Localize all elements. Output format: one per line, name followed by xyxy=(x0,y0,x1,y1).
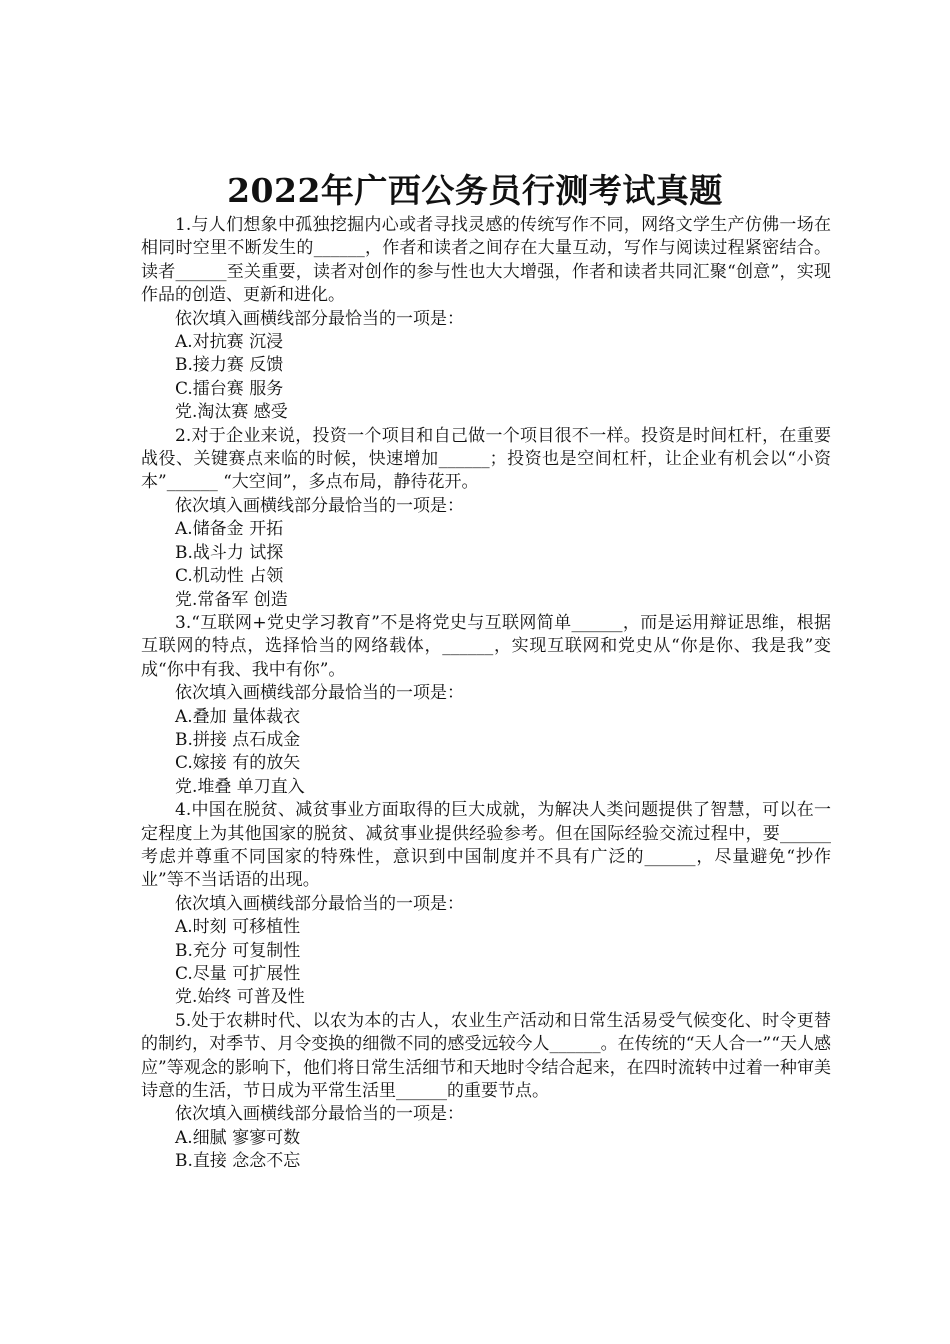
question-3-option-c: C.嫁接 有的放矢 xyxy=(175,753,301,774)
question-2-option-d: 党.常备军 创造 xyxy=(175,589,288,610)
question-2-option-b: B.战斗力 试探 xyxy=(175,542,284,563)
question-4-option-b: B.充分 可复制性 xyxy=(175,940,301,961)
question-4-option-c: C.尽量 可扩展性 xyxy=(175,964,301,984)
page-title: 2022年广西公务员行测考试真题 xyxy=(227,171,723,210)
question-1-option-a: A.对抗赛 沉浸 xyxy=(175,332,284,353)
question-3-option-a: A.叠加 量体裁衣 xyxy=(175,706,301,727)
question-2-prompt: 依次填入画横线部分最恰当的一项是： xyxy=(175,495,464,516)
question-1-option-b: B.接力赛 反馈 xyxy=(175,355,284,376)
question-4-stem: 4.中国在脱贫、减贫事业方面取得的巨大成就，为解决人类问题提供了智慧，可以在一定程度上为其他国家的脱贫、减贫事业提供经验参考。但在国际经验交流过程中，要______考虑并尊重不同国家的特殊性，意识到中国制度并不具有广泛的______，尽量避免“抄作业”等不当话语的出现。 xyxy=(141,800,831,891)
question-5-option-a: A.细腻 寥寥可数 xyxy=(175,1127,301,1148)
question-5-prompt: 依次填入画横线部分最恰当的一项是： xyxy=(175,1104,464,1125)
question-1-prompt: 依次填入画横线部分最恰当的一项是： xyxy=(175,308,464,329)
question-3-stem: 3.“互联网+党史学习教育”不是将党史与互联网简单______，而是运用辩证思维，根据互联网的特点，选择恰当的网络载体，______，实现互联网和党史从“你是你、我是我”变成“你中有我、我中有你”。 xyxy=(141,612,831,680)
question-3-option-b: B.拼接 点石成金 xyxy=(175,729,301,750)
question-1-option-c: C.擂台赛 服务 xyxy=(175,378,284,399)
question-5-stem: 5.处于农耕时代、以农为本的古人，农业生产活动和日常生活易受气候变化、时令更替的制约，对季节、月令变换的细微不同的感受远较今人______。在传统的“天人合一”“天人感应”等观念的影响下，他们将日常生活细节和天地时令结合起来，在四时流转中过着一种审美诗意的生活，节日成为平常生活里______的重要节点。 xyxy=(141,1010,831,1102)
question-3-prompt: 依次填入画横线部分最恰当的一项是： xyxy=(175,683,464,704)
question-2-option-c: C.机动性 占领 xyxy=(175,566,284,587)
question-4-option-a: A.时刻 可移植性 xyxy=(175,917,301,938)
question-4-option-d: 党.始终 可普及性 xyxy=(175,987,305,1008)
question-1-option-d: 党.淘汰赛 感受 xyxy=(175,402,288,423)
question-4-prompt: 依次填入画横线部分最恰当的一项是： xyxy=(175,893,464,914)
question-5-option-b: B.直接 念念不忘 xyxy=(175,1151,301,1172)
question-3-option-d: 党.堆叠 单刀直入 xyxy=(175,776,305,797)
document-body xyxy=(141,214,831,1174)
question-1-stem: 1.与人们想象中孤独挖掘内心或者寻找灵感的传统写作不同，网络文学生产仿佛一场在相同时空里不断发生的______，作者和读者之间存在大量互动，写作与阅读过程紧密结合。读者______至关重要，读者对创作的参与性也大大增强，作者和读者共同汇聚“创意”，实现作品的创造、更新和进化。 xyxy=(141,215,831,306)
question-2-stem: 2.对于企业来说，投资一个项目和自己做一个项目很不一样。投资是时间杠杆，在重要战役、关键赛点来临的时候，快速增加______；投资也是空间杠杆，让企业有机会以“小资本”______ “大空间”，多点布局，静待花开。 xyxy=(141,425,831,493)
question-2-option-a: A.储备金 开拓 xyxy=(175,519,284,540)
